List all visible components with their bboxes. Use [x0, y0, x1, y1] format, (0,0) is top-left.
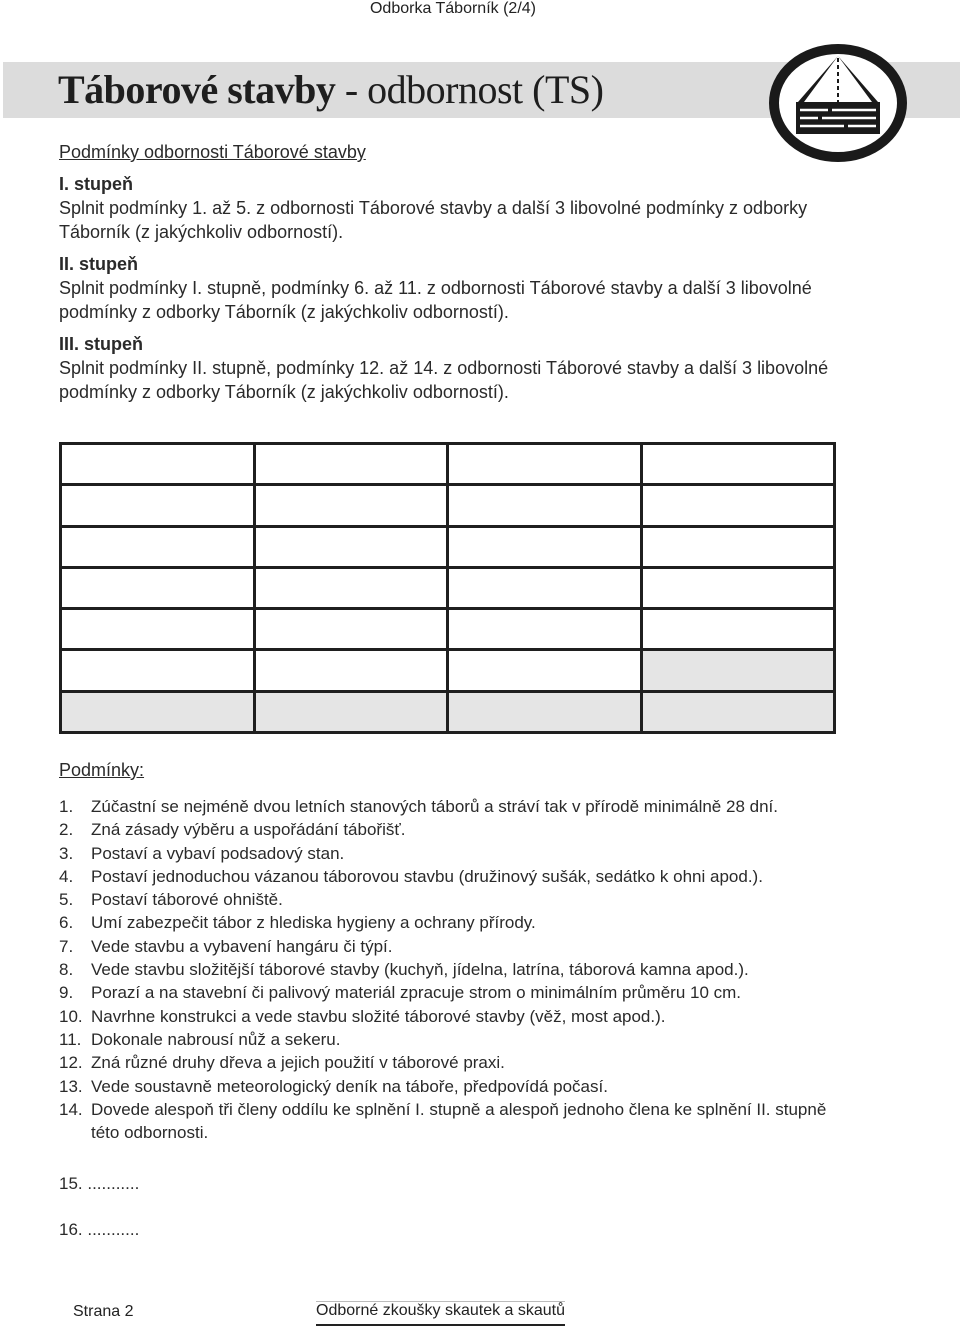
grid-cell-shaded — [254, 691, 448, 732]
item-number: 11. — [59, 1029, 82, 1049]
list-item — [59, 958, 859, 981]
item-number: 10. — [59, 1006, 83, 1026]
grid-cell[interactable] — [254, 650, 448, 691]
grid-cell[interactable] — [61, 485, 255, 526]
grid-row — [61, 609, 835, 650]
list-item — [59, 1005, 859, 1028]
list-item — [59, 981, 859, 1004]
grid-cell[interactable] — [641, 444, 835, 485]
item-text: Dovede alespoň tři členy oddílu ke splnění I. stupně a alespoň jednoho člena ke splnění II. stupně této odbornosti. — [91, 1099, 827, 1143]
item-text: Vede stavbu a vybavení hangáru či týpí. — [91, 936, 393, 956]
extra-condition-16: 16. ........... — [59, 1220, 140, 1239]
grid-cell[interactable] — [448, 444, 642, 485]
item-number: 6. — [59, 913, 74, 933]
book-title: Odborné zkoušky skautek a skautů — [316, 1301, 565, 1326]
item-number: 4. — [59, 866, 74, 886]
grid-cell[interactable] — [254, 526, 448, 567]
level-1-text: Splnit podmínky 1. až 5. z odbornosti Táborové stavby a další 3 libovolné podmínky z odborky Táborník (z jakýchkoliv odborností). — [59, 198, 808, 242]
grid-cell[interactable] — [641, 609, 835, 650]
page-title-bold: Táborové stavby — [58, 67, 336, 112]
item-text: Vede soustavně meteorologický deník na táboře, předpovídá počasí. — [91, 1076, 608, 1096]
grid-cell[interactable] — [254, 609, 448, 650]
list-item — [59, 935, 859, 958]
grid-row — [61, 567, 835, 608]
list-item — [59, 1028, 859, 1051]
item-number: 5. — [59, 890, 74, 910]
grid-cell[interactable] — [254, 444, 448, 485]
grid-cell[interactable] — [61, 567, 255, 608]
list-item — [59, 795, 859, 818]
item-text: Zná různé druhy dřeva a jejich použití v táborové praxi. — [91, 1053, 505, 1073]
item-number: 12. — [59, 1053, 83, 1073]
grid-cell[interactable] — [61, 444, 255, 485]
grid-cell-shaded — [61, 691, 255, 732]
grid-row — [61, 691, 835, 732]
item-text: Zúčastní se nejméně dvou letních stanových táborů a stráví tak v přírodě minimálně 28 dní. — [91, 797, 778, 816]
page-number: Strana 2 — [73, 1303, 134, 1320]
list-item — [59, 842, 859, 865]
grid-cell[interactable] — [641, 485, 835, 526]
list-item — [59, 888, 859, 911]
grid-cell[interactable] — [448, 526, 642, 567]
item-number: 3. — [59, 843, 74, 863]
requirements-heading: Podmínky odbornosti Táborové stavby — [59, 142, 366, 162]
grid-row — [61, 444, 835, 485]
item-number: 7. — [59, 936, 74, 956]
grid-cell-shaded — [641, 650, 835, 691]
grid-cell[interactable] — [254, 485, 448, 526]
item-number: 13. — [59, 1076, 83, 1096]
grid-cell[interactable] — [448, 567, 642, 608]
grid-cell[interactable] — [61, 650, 255, 691]
item-text: Dokonale nabrousí nůž a sekeru. — [91, 1029, 341, 1049]
page-title-light: - odbornost (TS) — [335, 67, 604, 112]
grid-cell-shaded — [641, 691, 835, 732]
list-item — [59, 1098, 859, 1145]
level-1-title: I. stupeň — [59, 174, 134, 194]
list-item — [59, 818, 859, 841]
level-2-title: II. stupeň — [59, 254, 139, 274]
grid-cell[interactable] — [448, 485, 642, 526]
grid-cell[interactable] — [254, 567, 448, 608]
list-item — [59, 865, 859, 888]
grid-cell[interactable] — [61, 609, 255, 650]
item-number: 8. — [59, 960, 74, 980]
grid-cell[interactable] — [641, 526, 835, 567]
grid-cell[interactable] — [448, 609, 642, 650]
level-3-text: Splnit podmínky II. stupně, podmínky 12. až 14. z odbornosti Táborové stavby a další 3 libovolné podmínky z odborky Táborník (z jakýchkoliv odborností). — [59, 358, 829, 402]
record-grid — [59, 442, 836, 734]
item-text: Vede stavbu složitější táborové stavby (kuchyň, jídelna, latrína, táborová kamna apod.). — [91, 960, 749, 980]
item-number: 1. — [59, 797, 74, 816]
item-number: 9. — [59, 983, 74, 1003]
grid-cell[interactable] — [448, 650, 642, 691]
conditions-list — [59, 795, 859, 1144]
requirements-section — [59, 140, 849, 410]
grid-row — [61, 485, 835, 526]
item-number: 14. — [59, 1099, 83, 1119]
item-number: 2. — [59, 820, 74, 840]
list-item — [59, 1075, 859, 1098]
grid-cell-shaded — [448, 691, 642, 732]
item-text: Postaví a vybaví podsadový stan. — [91, 843, 345, 863]
item-text: Porazí a na stavební či palivový materiál zpracuje strom o minimálním průměru 10 cm. — [91, 983, 742, 1003]
item-text: Postaví jednoduchou vázanou táborovou stavbu (družinový sušák, sedátko k ohni apod.). — [91, 866, 763, 886]
item-text: Umí zabezpečit tábor z hlediska hygieny a ochrany přírody. — [91, 913, 536, 933]
conditions-heading: Podmínky: — [59, 760, 145, 780]
item-text: Navrhne konstrukci a vede stavbu složité táborové stavby (věž, most apod.). — [91, 1006, 666, 1026]
item-text: Zná zásady výběru a uspořádání tábořišť. — [91, 820, 406, 840]
grid-cell[interactable] — [641, 567, 835, 608]
grid-row — [61, 650, 835, 691]
grid-cell[interactable] — [61, 526, 255, 567]
item-text: Postaví táborové ohniště. — [91, 890, 283, 910]
running-header: Odborka Táborník (2/4) — [369, 0, 536, 17]
level-3-title: III. stupeň — [59, 334, 144, 354]
level-2-text: Splnit podmínky I. stupně, podmínky 6. až 11. z odbornosti Táborové stavby a další 3 libovolné podmínky z odborky Táborník (z jakýchkoliv odborností). — [59, 278, 812, 322]
grid-row — [61, 526, 835, 567]
extra-condition-15: 15. ........... — [59, 1174, 140, 1193]
list-item — [59, 1051, 859, 1074]
list-item — [59, 911, 859, 934]
page-title — [58, 66, 603, 113]
